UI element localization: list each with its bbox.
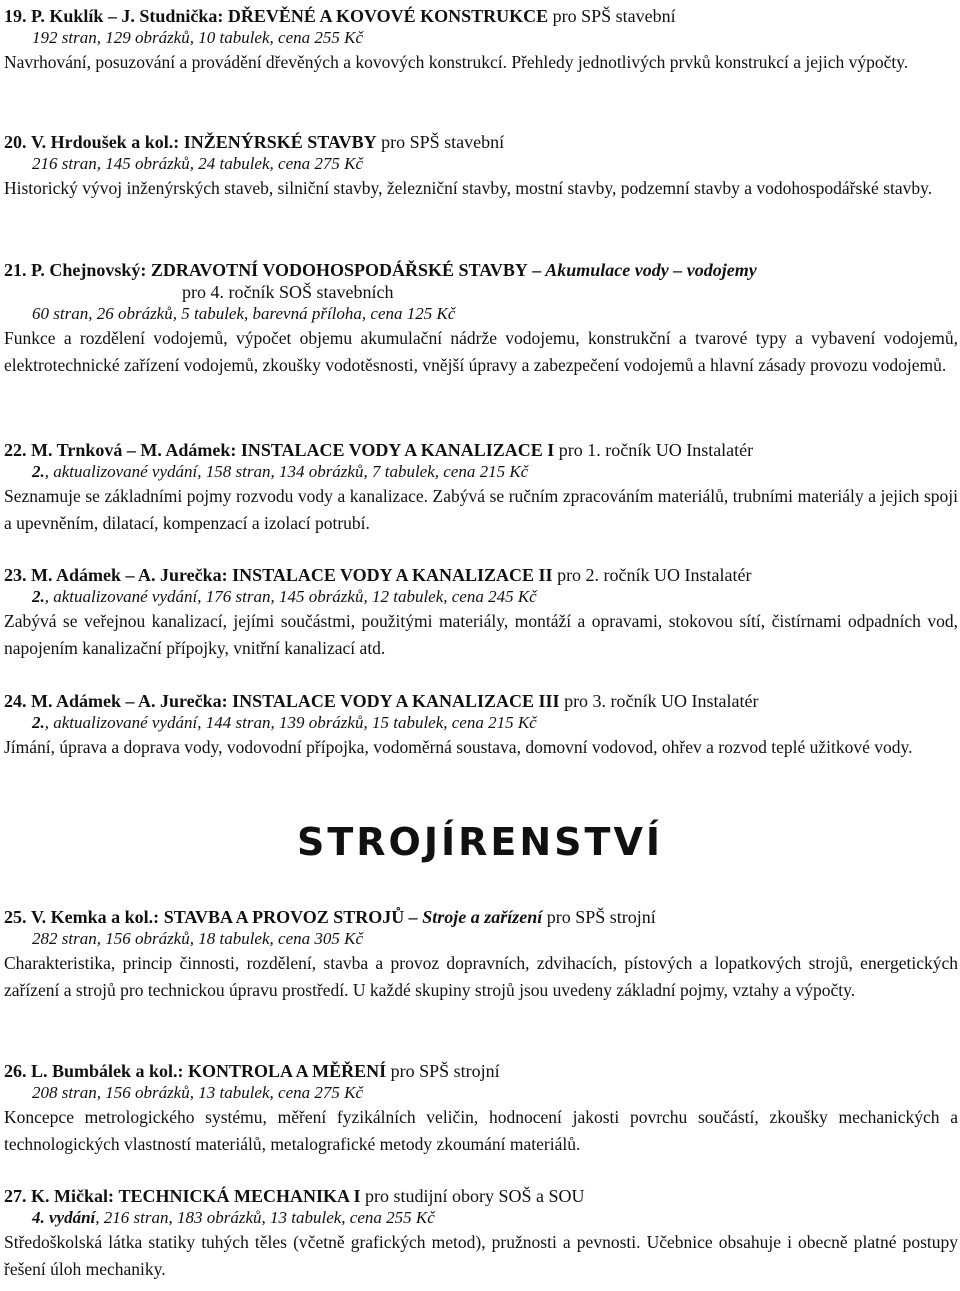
entry-authors: M. Trnková – M. Adámek: bbox=[31, 440, 237, 460]
entry-number: 27. bbox=[4, 1186, 27, 1206]
entry-title: TECHNICKÁ MECHANIKA I bbox=[118, 1186, 361, 1206]
entry-number: 22. bbox=[4, 440, 27, 460]
entry-authors: M. Adámek – A. Jurečka: bbox=[31, 565, 228, 585]
entry-authors: P. Kuklík – J. Studnička: bbox=[31, 6, 224, 26]
entry-heading bbox=[4, 564, 958, 586]
entry-heading bbox=[4, 439, 958, 461]
entry-description: Zabývá se veřejnou kanalizací, jejími součástmi, použitými materiály, montáží a opravami, stokovou sítí, čistírnami odpadních vod, napojením kanalizační přípojky, vnitřní kanalizací atd. bbox=[4, 611, 958, 658]
entry-title: INŽENÝRSKÉ STAVBY bbox=[183, 132, 377, 152]
entry-description: Funkce a rozdělení vodojemů, výpočet objemu akumulační nádrže vodojemu, konstrukční a tvarové typy a vybavení vodojemů, elektrotechnické zařízení vodojemů, zkoušky vodotěsnosti, vnější úpravy a zabezpečení vodojemů a hlavní zásady provozu vodojemů. bbox=[4, 328, 958, 375]
entry-target: pro SPŠ stavební bbox=[381, 132, 505, 152]
entry-subtitle: – Akumulace vody – vodojemy bbox=[532, 260, 757, 280]
entry-heading bbox=[4, 1060, 958, 1082]
entry-description: Seznamuje se základními pojmy rozvodu vody a kanalizace. Zabývá se ručním zpracováním materiálů, trubními materiály a jejich spoji a upevněním, dilatací, kompenzací a izolací potrubí. bbox=[4, 486, 958, 533]
entry-meta: 2., aktualizované vydání, 158 stran, 134 obrázků, 7 tabulek, cena 215 Kč bbox=[32, 462, 529, 481]
entry-title: INSTALACE VODY A KANALIZACE III bbox=[232, 691, 560, 711]
entry-authors: L. Bumbálek a kol.: bbox=[31, 1061, 184, 1081]
entry-meta: 192 stran, 129 obrázků, 10 tabulek, cena 255 Kč bbox=[32, 28, 363, 47]
entry-description: Navrhování, posuzování a provádění dřevěných a kovových konstrukcí. Přehledy jednotlivých prvků konstrukcí a jejich výpočty. bbox=[4, 52, 909, 72]
entry-meta: 2., aktualizované vydání, 176 stran, 145 obrázků, 12 tabulek, cena 245 Kč bbox=[32, 587, 537, 606]
entry-description: Jímání, úprava a doprava vody, vodovodní přípojka, vodoměrná soustava, domovní vodovod, ohřev a rozvod teplé užitkové vody. bbox=[4, 737, 913, 757]
entry-target: pro 1. ročník UO Instalatér bbox=[558, 440, 754, 460]
entry-number: 25. bbox=[4, 907, 27, 927]
entry-title: KONTROLA A MĚŘENÍ bbox=[188, 1061, 387, 1081]
book-entry-22 bbox=[4, 439, 958, 536]
entry-description: Koncepce metrologického systému, měření fyzikálních veličin, hodnocení jakosti povrchu součástí, zkoušky mechanických a technologických vlastností materiálů, metalografické metody zkoumání materiálů. bbox=[4, 1107, 958, 1154]
entry-subtitle: – Stroje a zařízení bbox=[408, 907, 543, 927]
entry-title: ZDRAVOTNÍ VODOHOSPODÁŘSKÉ STAVBY bbox=[150, 260, 528, 280]
entry-description: Charakteristika, princip činnosti, rozdělení, stavba a provoz dopravních, zdvihacích, pístových a lopatkových strojů, energetických zařízení a strojů pro technickou úpravu prostředí. U každé skupiny strojů jsou uvedeny základní pojmy, vztahy a výpočty. bbox=[4, 953, 958, 1000]
entry-target: pro 4. ročník SOŠ stavebních bbox=[182, 282, 394, 302]
book-entry-27 bbox=[4, 1185, 958, 1282]
entry-authors: V. Hrdoušek a kol.: bbox=[31, 132, 180, 152]
section-title: STROJÍRENSTVÍ bbox=[297, 820, 663, 864]
entry-authors: K. Mičkal: bbox=[31, 1186, 114, 1206]
entry-heading bbox=[4, 1185, 958, 1207]
book-entry-24 bbox=[4, 690, 958, 761]
entry-target: pro studijní obory SOŠ a SOU bbox=[365, 1186, 585, 1206]
book-entry-20 bbox=[4, 131, 958, 202]
entry-target: pro SPŠ strojní bbox=[546, 907, 656, 927]
entry-title: STAVBA A PROVOZ STROJŮ bbox=[163, 907, 405, 927]
entry-number: 21. bbox=[4, 260, 27, 280]
entry-authors: V. Kemka a kol.: bbox=[31, 907, 160, 927]
entry-target: pro SPŠ strojní bbox=[390, 1061, 500, 1081]
entry-target: pro SPŠ stavební bbox=[552, 6, 676, 26]
book-entry-26 bbox=[4, 1060, 958, 1157]
entry-title: DŘEVĚNÉ A KOVOVÉ KONSTRUKCE bbox=[227, 6, 549, 26]
book-entry-25 bbox=[4, 906, 958, 1003]
entry-target: pro 3. ročník UO Instalatér bbox=[564, 691, 759, 711]
entry-authors: P. Chejnovský: bbox=[31, 260, 147, 280]
entry-number: 24. bbox=[4, 691, 27, 711]
entry-edition: 4. vydání bbox=[32, 1208, 96, 1227]
entry-number: 20. bbox=[4, 132, 27, 152]
entry-meta: 216 stran, 145 obrázků, 24 tabulek, cena 275 Kč bbox=[32, 154, 363, 173]
entry-description: Středoškolská látka statiky tuhých těles (včetně grafických metod), pružnosti a pevnosti. Učebnice obsahuje i obecně platné postupy řešení úloh mechaniky. bbox=[4, 1232, 958, 1279]
entry-meta: 60 stran, 26 obrázků, 5 tabulek, barevná příloha, cena 125 Kč bbox=[32, 304, 456, 323]
entry-meta: 4. vydání, 216 stran, 183 obrázků, 13 tabulek, cena 255 Kč bbox=[32, 1208, 435, 1227]
entry-authors: M. Adámek – A. Jurečka: bbox=[31, 691, 228, 711]
entry-meta: 208 stran, 156 obrázků, 13 tabulek, cena 275 Kč bbox=[32, 1083, 363, 1102]
entry-number: 19. bbox=[4, 6, 27, 26]
entry-target: pro 2. ročník UO Instalatér bbox=[557, 565, 752, 585]
entry-edition: 2. bbox=[32, 587, 45, 606]
entry-heading bbox=[4, 131, 958, 153]
entry-heading bbox=[4, 5, 958, 27]
entry-meta: 2., aktualizované vydání, 144 stran, 139 obrázků, 15 tabulek, cena 215 Kč bbox=[32, 713, 537, 732]
entry-meta: 282 stran, 156 obrázků, 18 tabulek, cena 305 Kč bbox=[32, 929, 363, 948]
book-entry-21 bbox=[4, 259, 958, 378]
entry-title: INSTALACE VODY A KANALIZACE II bbox=[232, 565, 553, 585]
entry-description: Historický vývoj inženýrských staveb, silniční stavby, železniční stavby, mostní stavby, podzemní stavby a vodohospodářské stavby. bbox=[4, 178, 933, 198]
entry-heading bbox=[4, 906, 958, 928]
book-entry-19 bbox=[4, 5, 958, 76]
entry-edition: 2. bbox=[32, 713, 45, 732]
entry-heading bbox=[4, 690, 958, 712]
entry-title: INSTALACE VODY A KANALIZACE I bbox=[240, 440, 555, 460]
entry-edition: 2. bbox=[32, 462, 45, 481]
entry-number: 23. bbox=[4, 565, 27, 585]
entry-number: 26. bbox=[4, 1061, 27, 1081]
entry-heading bbox=[4, 259, 958, 281]
book-entry-23 bbox=[4, 564, 958, 661]
